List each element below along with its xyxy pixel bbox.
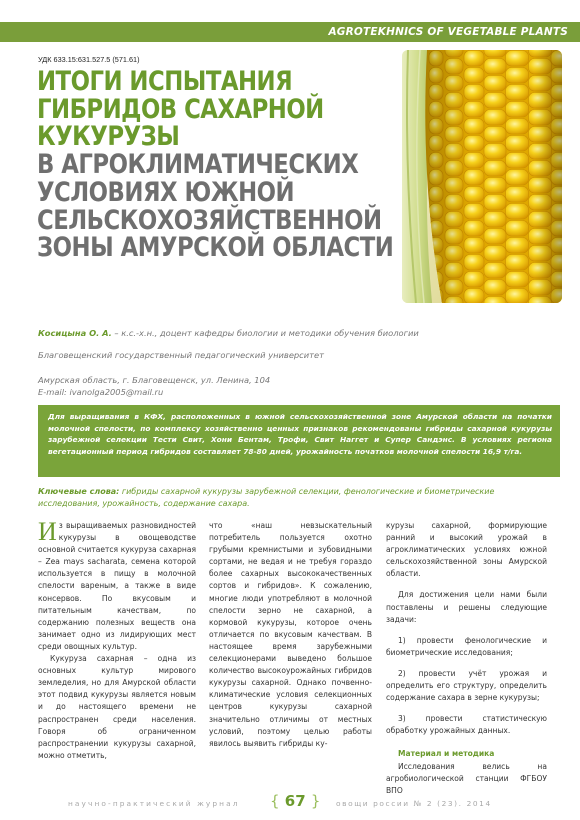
drop-cap: И [38,517,57,546]
author-name: Косицына О. А. [38,328,112,338]
paragraph: что «наш невзыскательный потребитель пользуется охотно грубыми кремнистыми и зубовидными сортами, не ведая и не требуя гораздо более сахарных высококачественных сортов и гибридов». К сожалению, многие люди употребляют в молочной спелости зерно не сахарной, а кормовой кукурузы, которое очень отличается по вкусовым качествам. В настоящее время зарубежными селекционерами выведено большое количество высокоурожайных гибридов кукурузы сахарной. Однако почвенно-климатические условия селекционных центров кукурузы сахарной значительно отличимы от местных условий, поэтому целью работы явилось выявить гибриды ку- [209,521,372,748]
page-bracket-open: { [270,792,280,810]
paragraph: Кукуруза сахарная – одна из основных культур мирового земледелия, но для Амурской области этот подвид кукурузы является новым и до настоящего времени не распространен среди населения. Говоря об ограниченном распространении кукурузы сахарной, можно отметить, [38,654,196,760]
title-line: УСЛОВИЯХ ЮЖНОЙ [37,176,295,208]
paragraph: 3) провести статистическую обработку урожайных данных. [386,714,547,736]
page-bracket-close: } [310,792,321,810]
footer-journal-name: научно-практический журнал [68,799,240,808]
section-title: AGROTEKHNICS OF VEGETABLE PLANTS [328,26,568,38]
footer-issue: овощи россии № 2 (23). 2014 [336,799,492,808]
body-column-1 [38,517,196,762]
udk-code: УДК 633.15:631.527.5 (571.61) [38,55,140,64]
author-position: – к.с.-х.н., доцент кафедры биологии и методики обучения биологии [111,328,419,338]
keywords-label: Ключевые слова: [38,487,120,496]
body-column-2 [209,520,372,750]
section-header-bar [0,22,580,42]
title-line: ЗОНЫ АМУРСКОЙ ОБЛАСТИ [37,232,394,264]
title-line: СЕЛЬСКОХОЗЯЙСТВЕННОЙ [37,204,382,236]
author-email: E-mail: ivanolga2005@mail.ru [38,387,164,397]
paragraph: 2) провести учёт урожая и определить его структуру, определить содержание сахара в зерне кукурузы; [386,668,547,703]
paragraph: курузы сахарной, формирующие ранний и высокий урожай в агроклиматических условиях южной сельскохозяйственной зоны Амурской области. [386,521,547,579]
paragraph: 1) провести фенологические и биометрические исследования; [386,635,547,657]
title-line: ГИБРИДОВ САХАРНОЙ [37,93,324,125]
title-line: ИТОГИ ИСПЫТАНИЯ [37,66,293,97]
keywords-text: гибриды сахарной кукурузы зарубежной селекции, фенологические и биометрические исследования, урожайность, содержание сахара. [38,487,495,508]
paragraph: Для достижения цели нами были поставлены и решены следующие задачи: [386,590,547,624]
abstract-text: Для выращивания в КФХ, расположенных в южной сельскохозяйственной зоне Амурской области на початки молочной спелости, по комплексу хозяйственно ценных признаков рекомендованы гибриды сахарной кукурузы зарубежной селекции Тести Свит, Хони Бентам, Трофи, Свит Наггет и Супер Сандэнс. В условиях региона вегетационный период гибридов составляет 78-80 дней, урожайность початков молочной спелости 16,9 т/га. [48,412,552,456]
page-number [270,792,320,810]
author-university: Благовещенский государственный педагогический университет [38,350,324,360]
paragraph-text: з выращиваемых разновидностей кукурузы в овощеводстве основной считается кукуруза сахарная – Zea mays sacharata, семена которой используется в пищу в молочной спелости вареным, а также в виде консервов. По вкусовым и питательным качествам, по содержанию полезных веществ она занимает одно из лидирующих мест среди овощных культур. [38,521,196,651]
abstract-box [38,405,560,477]
title-line: КУКУРУЗЫ [37,121,180,153]
corn-photo [402,50,562,303]
paragraph [38,517,196,653]
keywords [38,486,558,510]
paragraph: Исследования велись на агробиологической станции ФГБОУ ВПО [386,761,547,795]
body-column-3 [386,520,547,797]
title-line: В АГРОКЛИМАТИЧЕСКИХ [37,149,359,181]
page-number-value: 67 [284,792,306,810]
author-line [38,328,419,338]
author-address: Амурская область, г. Благовещенск, ул. Ленина, 104 [38,375,271,385]
section-heading: Материал и методика [398,749,495,759]
article-title [37,66,394,264]
